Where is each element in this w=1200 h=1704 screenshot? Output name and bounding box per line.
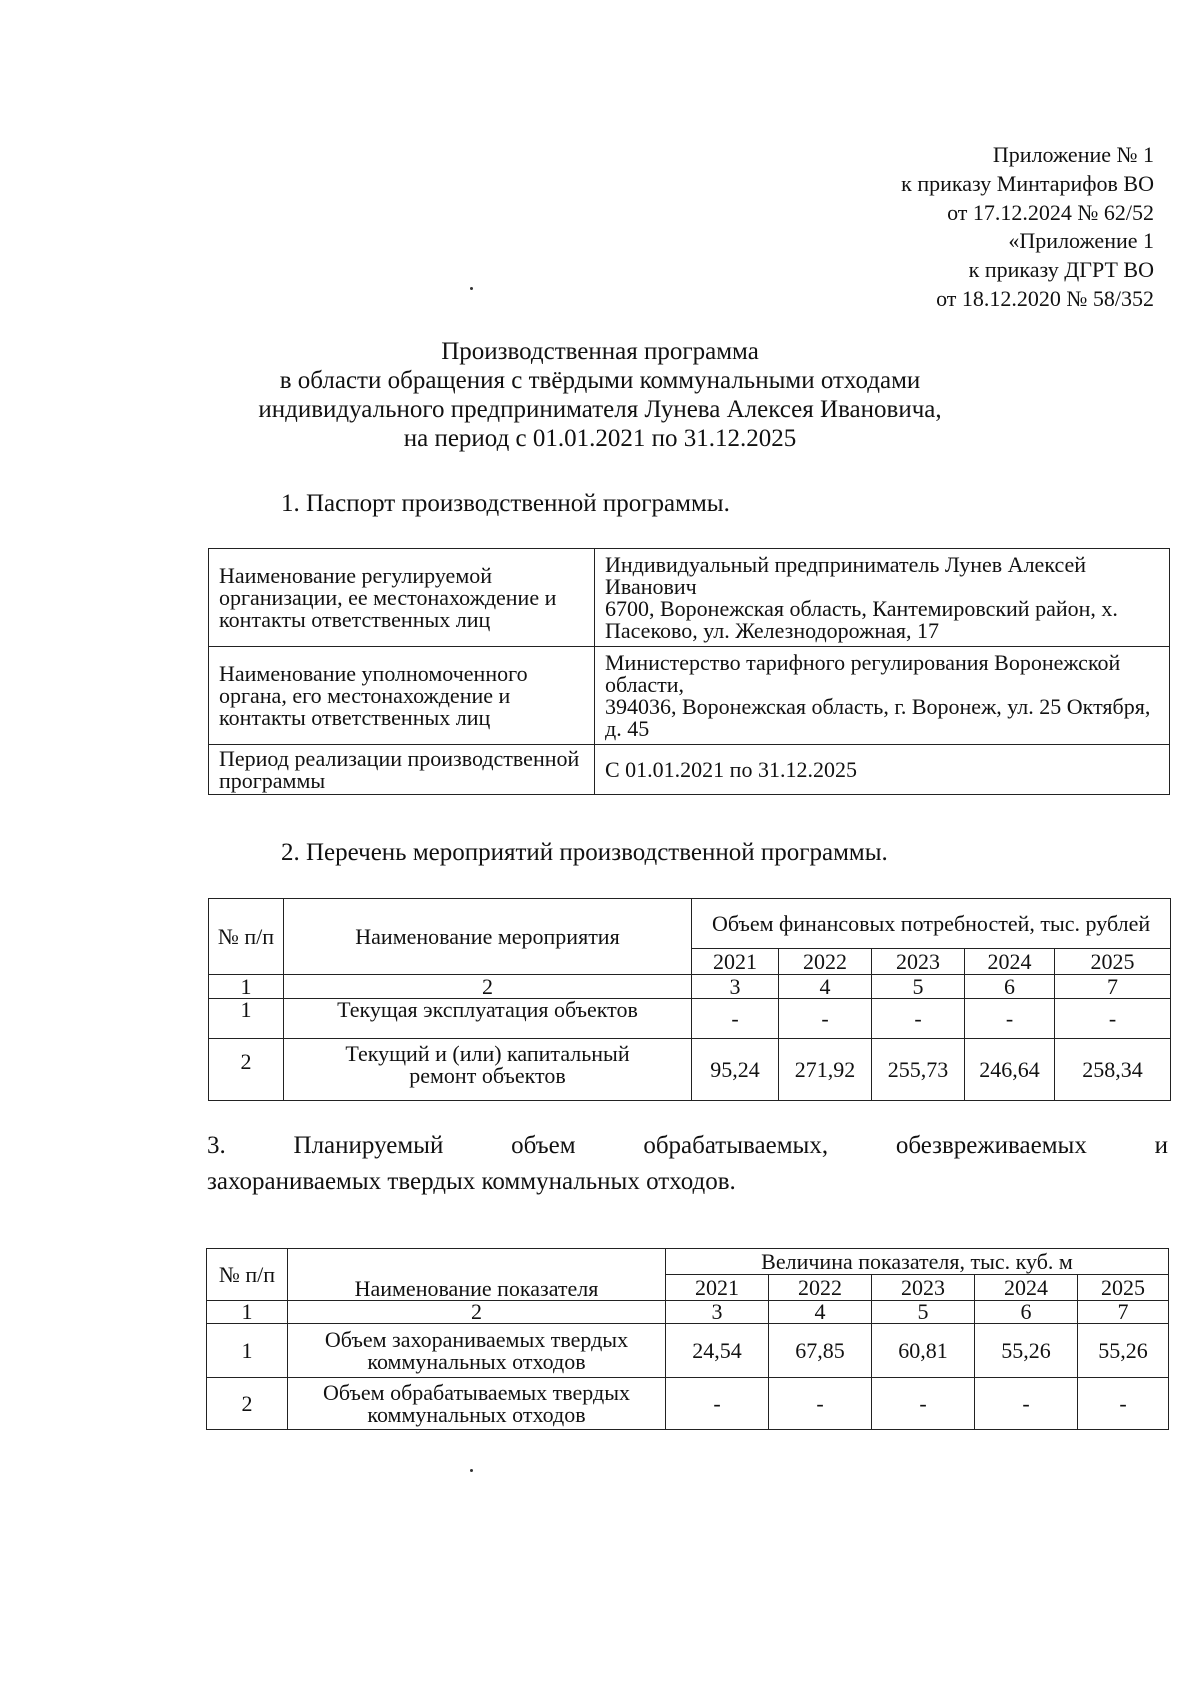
appendix-current-line1: Приложение № 1 <box>992 142 1154 167</box>
measures-table <box>208 898 1171 1101</box>
row-value: 95,24 <box>692 1039 779 1101</box>
title-line4: на период с 01.01.2021 по 31.12.2025 <box>403 425 797 452</box>
section1-heading: 1. Паспорт производственной программы. <box>281 490 730 517</box>
row-value: - <box>1078 1378 1169 1430</box>
section3-heading <box>207 1128 1168 1200</box>
row-name: Текущая эксплуатация объектов <box>284 999 692 1039</box>
index-cell: 1 <box>207 1301 288 1324</box>
col-name-header: Наименование мероприятия <box>284 899 692 975</box>
col-name-header: Наименование показателя <box>288 1249 666 1301</box>
col-group-header: Объем финансовых потребностей, тыс. рублей <box>692 899 1171 949</box>
section3-heading-line2: захораниваемых твердых коммунальных отходов. <box>207 1168 736 1195</box>
appendix-original-line2: к приказу ДГРТ ВО <box>968 257 1154 282</box>
row-value: 271,92 <box>779 1039 872 1101</box>
col-group-header: Величина показателя, тыс. куб. м <box>666 1249 1169 1275</box>
row-value: 55,26 <box>1078 1324 1169 1378</box>
row-num: 1 <box>207 1324 288 1378</box>
passport-value <box>595 745 1170 795</box>
index-cell: 4 <box>769 1301 872 1324</box>
passport-label: Период реализации производственной программы <box>209 745 595 795</box>
volumes-header-row <box>207 1249 1169 1275</box>
year-header: 2022 <box>769 1275 872 1301</box>
index-cell: 1 <box>209 975 284 999</box>
appendix-current-line2: к приказу Минтарифов ВО <box>901 171 1154 196</box>
index-cell: 6 <box>975 1301 1078 1324</box>
row-name: Текущий и (или) капитальный ремонт объектов <box>284 1039 692 1101</box>
row-name: Объем обрабатываемых твердых коммунальных отходов <box>288 1378 666 1430</box>
passport-label: Наименование регулируемой организации, ее местонахождение и контакты ответственных лиц <box>209 549 595 647</box>
col-num-header: № п/п <box>209 899 284 975</box>
appendix-original-line3: от 18.12.2020 № 58/352 <box>936 286 1154 311</box>
passport-table <box>208 548 1170 795</box>
volumes-index-row <box>207 1301 1169 1324</box>
volumes-table <box>206 1248 1169 1430</box>
row-value: - <box>1055 999 1171 1039</box>
col-num-header: № п/п <box>207 1249 288 1301</box>
passport-value <box>595 647 1170 745</box>
passport-row <box>209 549 1170 647</box>
index-cell: 2 <box>288 1301 666 1324</box>
title-line3: индивидуального предпринимателя Лунева Алексея Ивановича, <box>258 396 942 423</box>
year-header: 2025 <box>1078 1275 1169 1301</box>
row-value: 60,81 <box>872 1324 975 1378</box>
appendix-original-line1: «Приложение 1 <box>1008 228 1154 253</box>
year-header: 2024 <box>975 1275 1078 1301</box>
row-value: - <box>872 999 965 1039</box>
appendix-current-line3: от 17.12.2024 № 62/52 <box>947 200 1154 225</box>
year-header: 2021 <box>666 1275 769 1301</box>
row-value: 24,54 <box>666 1324 769 1378</box>
appendix-original-reference <box>936 226 1154 313</box>
year-header: 2022 <box>779 949 872 975</box>
index-cell: 3 <box>666 1301 769 1324</box>
row-value: - <box>975 1378 1078 1430</box>
measures-header-row <box>209 899 1171 949</box>
passport-value-line: С 01.01.2021 по 31.12.2025 <box>605 756 857 782</box>
passport-value-line: 394036, Воронежская область, г. Воронеж, ул. 25 Октября, д. 45 <box>605 693 1151 741</box>
passport-value-line: Министерство тарифного регулирования Воронежской области, <box>605 649 1121 697</box>
passport-label: Наименование уполномоченного органа, его местонахождение и контакты ответственных лиц <box>209 647 595 745</box>
index-cell: 6 <box>965 975 1055 999</box>
section3-heading-line1: 3. Планируемый объем обрабатываемых, обезвреживаемых и <box>207 1132 1168 1159</box>
table-row <box>209 999 1171 1039</box>
passport-value-line: Индивидуальный предприниматель Лунев Алексей Иванович <box>605 551 1087 599</box>
row-num: 1 <box>209 999 284 1039</box>
row-value: - <box>769 1378 872 1430</box>
row-value: - <box>872 1378 975 1430</box>
title-line2: в области обращения с твёрдыми коммунальными отходами <box>279 367 921 394</box>
row-value: - <box>666 1378 769 1430</box>
scan-speck <box>470 287 473 290</box>
index-cell: 7 <box>1055 975 1171 999</box>
year-header: 2025 <box>1055 949 1171 975</box>
passport-row <box>209 745 1170 795</box>
index-cell: 5 <box>872 975 965 999</box>
row-num: 2 <box>209 1039 284 1101</box>
row-value: 255,73 <box>872 1039 965 1101</box>
row-value: 258,34 <box>1055 1039 1171 1101</box>
table-row <box>207 1378 1169 1430</box>
section2-heading: 2. Перечень мероприятий производственной программы. <box>281 839 888 866</box>
index-cell: 3 <box>692 975 779 999</box>
index-cell: 5 <box>872 1301 975 1324</box>
document-title <box>0 337 1200 453</box>
row-value: 55,26 <box>975 1324 1078 1378</box>
row-num: 2 <box>207 1378 288 1430</box>
table-row <box>209 1039 1171 1101</box>
passport-value-line: 6700, Воронежская область, Кантемировский район, х. Пасеково, ул. Железнодорожная, 17 <box>605 595 1118 643</box>
appendix-current-reference <box>901 140 1154 227</box>
year-header: 2024 <box>965 949 1055 975</box>
index-cell: 4 <box>779 975 872 999</box>
table-row <box>207 1324 1169 1378</box>
row-value: - <box>692 999 779 1039</box>
passport-value <box>595 549 1170 647</box>
measures-index-row <box>209 975 1171 999</box>
row-value: 246,64 <box>965 1039 1055 1101</box>
row-value: 67,85 <box>769 1324 872 1378</box>
row-name: Объем захораниваемых твердых коммунальных отходов <box>288 1324 666 1378</box>
scan-speck <box>470 1469 473 1472</box>
year-header: 2023 <box>872 1275 975 1301</box>
year-header: 2021 <box>692 949 779 975</box>
passport-row <box>209 647 1170 745</box>
year-header: 2023 <box>872 949 965 975</box>
row-value: - <box>779 999 872 1039</box>
title-line1: Производственная программа <box>441 338 759 365</box>
index-cell: 7 <box>1078 1301 1169 1324</box>
row-value: - <box>965 999 1055 1039</box>
index-cell: 2 <box>284 975 692 999</box>
